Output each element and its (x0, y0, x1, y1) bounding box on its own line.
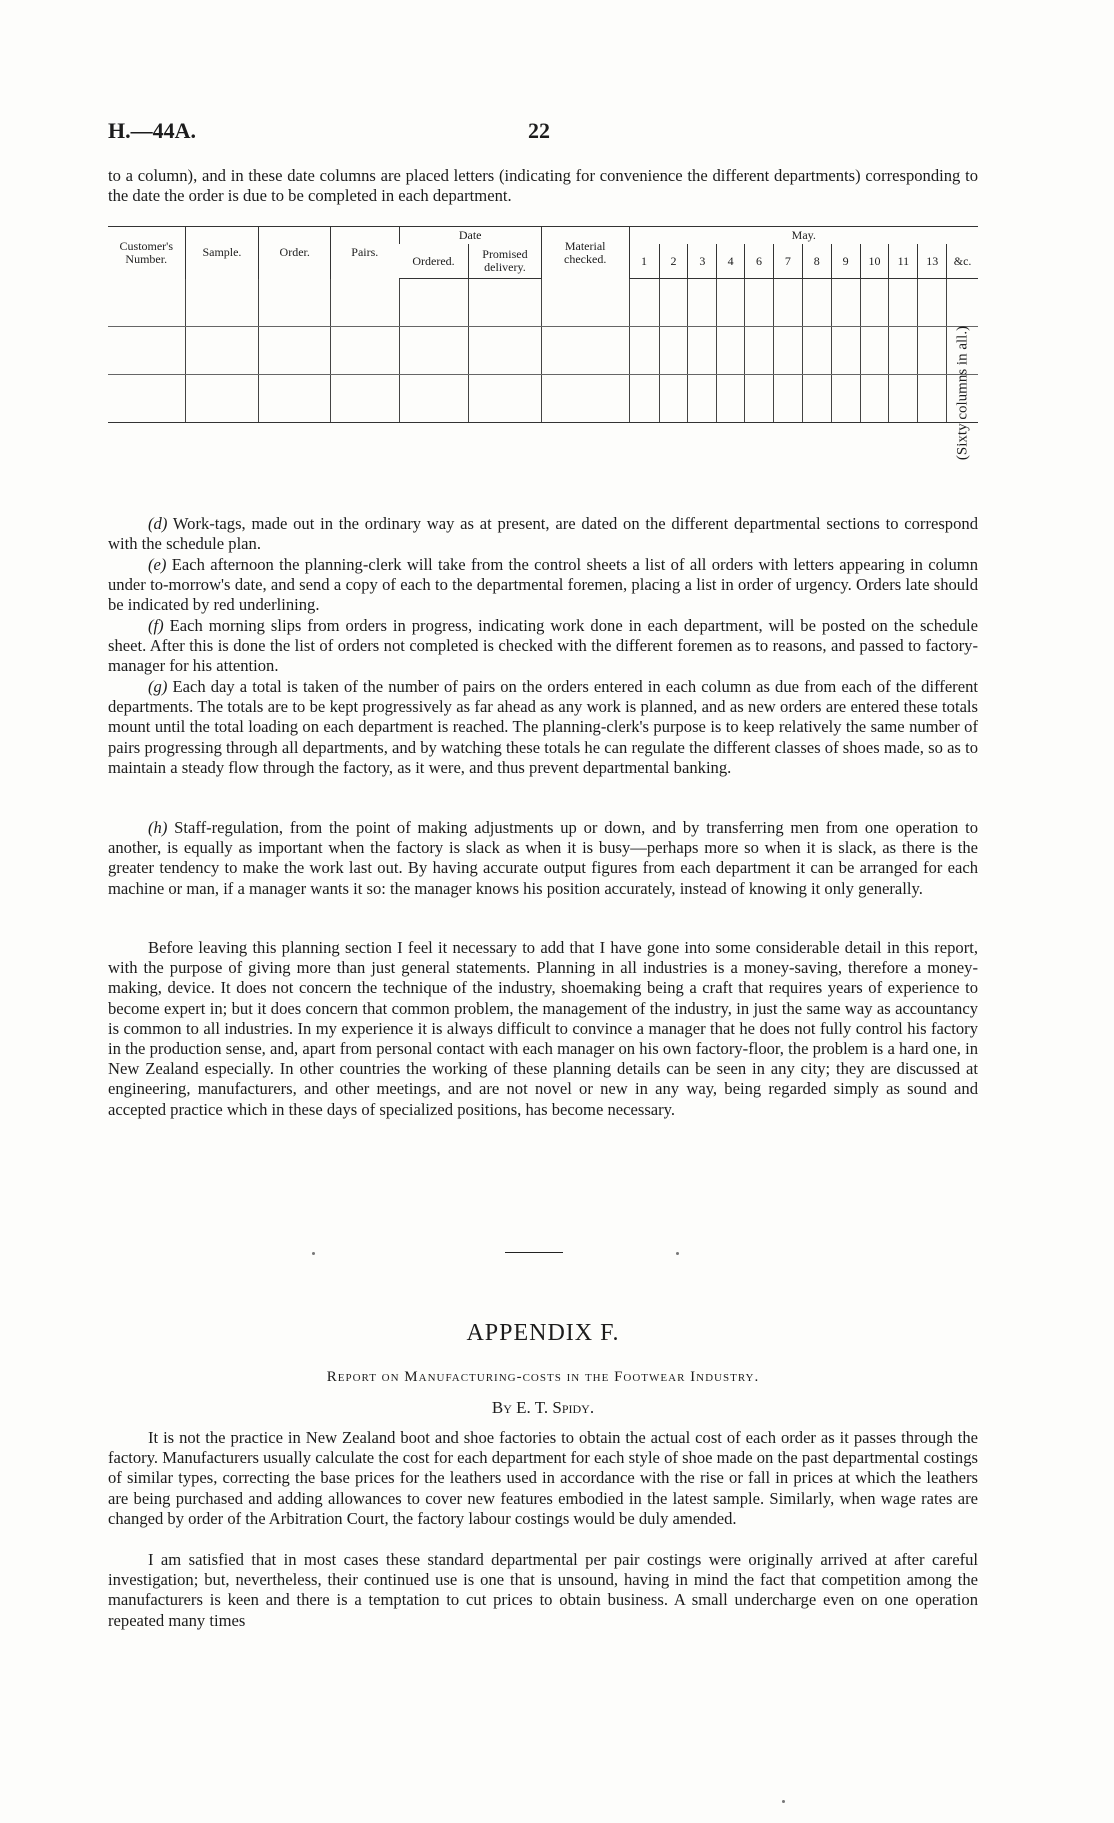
day-column: 13 (918, 244, 947, 279)
day-column: 1 (629, 244, 659, 279)
paragraph-text: Each day a total is taken of the number of pairs on the orders entered in each column as due from each of the different departments. The totals are to be kept progressively as far ahead as any work is planned, and as new orders are entered these totals mount until the total loading on each department is reached. The planning-clerk's purpose is to keep relatively the same number of pairs progressing through all departments, and by watching these totals he can regulate the different classes of shoes made, so as to maintain a steady flow through the factory, as it were, and thus prevent departmental banking. (108, 677, 978, 777)
col-sample: Sample. (185, 227, 259, 279)
paragraph-label: (e) (148, 555, 167, 574)
paragraph-label: (g) (148, 677, 168, 696)
paragraph-text: I am satisfied that in most cases these standard departmental per pair costings were originally arrived at after careful investigation; but, nevertheless, their continued use is one that is unsound, having in mind the fact that competition among the manufacturers is keen and there is a temptation to cut prices to obtain business. A small undercharge even on one operation repeated many times (108, 1550, 978, 1630)
paragraph-label: (d) (148, 514, 168, 533)
day-column: 7 (773, 244, 802, 279)
day-column: 11 (889, 244, 918, 279)
appendix-byline: By E. T. Spidy. (491, 1398, 595, 1417)
table-row (108, 375, 978, 423)
paragraph-label: (h) (148, 818, 168, 837)
schedule-table (108, 226, 978, 423)
paragraph-text: Staff-regulation, from the point of making adjustments up or down, and by transferring men from one operation to another, is equally as important when the factory is slack as when it is busy—perhaps more so when it is slack, as there is the greater tendency to make the work last out. By having accurate output figures from each department it can be arranged for each machine or man, if a manager wants it so: the manager knows his position accurately, instead of knowing it only generally. (108, 818, 978, 898)
appendix-subtitle: Report on Manufacturing-costs in the Footwear Industry. (326, 1369, 760, 1385)
page-number: 22 (528, 118, 550, 143)
paragraph-h (108, 818, 978, 899)
appendix-paragraph (108, 1550, 978, 1631)
paragraph-d (108, 514, 978, 554)
day-column: 4 (717, 244, 745, 279)
col-material-checked: Material checked. (541, 227, 629, 279)
day-column: 6 (745, 244, 774, 279)
appendix-title: APPENDIX F. (466, 1320, 620, 1346)
paragraph-g (108, 677, 978, 778)
section-divider (505, 1252, 563, 1253)
col-date: Date (399, 227, 541, 245)
day-column: 3 (688, 244, 717, 279)
appendix-paragraph (108, 1428, 978, 1529)
day-column: &c. (947, 244, 978, 279)
paragraph-text: Work-tags, made out in the ordinary way as at present, are dated on the different departmental sections to correspond with the schedule plan. (108, 514, 978, 554)
document-code: H.—44A. (108, 118, 196, 143)
paragraph-label: (f) (148, 616, 164, 635)
page-speck (782, 1800, 785, 1803)
col-ordered: Ordered. (399, 244, 469, 279)
paragraph-text: It is not the practice in New Zealand boot and shoe factories to obtain the actual cost of each order as it passes through the factory. Manufacturers usually calculate the cost for each department for each style of shoe made on the past departmental costings of similar types, correcting the base prices for the leathers used in accordance with the rise or fall in prices at which the leathers are being purchased and adding allowances to cover new features embodied in the latest sample. Similarly, when wage rates are changed by order of the Arbitration Court, the factory labour costings would be duly amended. (108, 1428, 978, 1528)
col-pairs: Pairs. (331, 227, 399, 279)
intro-paragraph: to a column), and in these date columns are placed letters (indicating for convenience the different departments) corresponding to the date the order is due to be completed in each department. (108, 166, 978, 206)
col-promised-delivery: Promised delivery. (469, 244, 542, 279)
col-order: Order. (259, 227, 331, 279)
page-header (108, 118, 978, 148)
col-month: May. (629, 227, 978, 245)
paragraph-text: Each afternoon the planning-clerk will take from the control sheets a list of all orders with letters appearing in column under to-morrow's date, and send a copy of each to the departmental foremen, placing a list in order of urgency. Orders late should be indicated by red underlining. (108, 555, 978, 615)
day-column: 10 (860, 244, 889, 279)
page-speck (676, 1252, 679, 1255)
side-note (948, 312, 978, 474)
sixty-columns-note: (Sixty columns in all.) (954, 325, 971, 461)
col-customer-number: Customer's Number. (108, 227, 185, 279)
paragraph-e (108, 555, 978, 616)
table-row (108, 279, 978, 327)
paragraph-text: Before leaving this planning section I feel it necessary to add that I have gone into some considerable detail in this report, with the purpose of giving more than just general statements. Planning in all industries is a money-saving, therefore a money-making, device. It does not concern the technique of the industry, shoemaking being a craft that requires years of experience to become expert in; but it does concern that common problem, the management of the industry, in just the same way as accountancy is common to all industries. In my experience it is always difficult to convince a manager that he does not fully control his factory in the production sense, and, apart from personal contact with each manager on his own factory-floor, the problem is a hard one, in New Zealand especially. In other countries the working of these planning details can be seen in any city; they are discussed at engineering, manufacturers, and other meetings, and are not novel or new in any way, being regarded simply as sound and accepted practice which in these days of specialized positions, has become necessary. (108, 938, 978, 1119)
table-row (108, 327, 978, 375)
day-column: 9 (831, 244, 860, 279)
day-column: 2 (659, 244, 688, 279)
day-column: 8 (802, 244, 831, 279)
page-speck (312, 1252, 315, 1255)
planning-conclusion-paragraph (108, 938, 978, 1120)
paragraph-f (108, 616, 978, 677)
paragraph-text: Each morning slips from orders in progress, indicating work done in each department, will be posted on the schedule sheet. After this is done the list of orders not completed is checked with the different foremen as to reasons, and passed to factory-manager for his attention. (108, 616, 978, 676)
